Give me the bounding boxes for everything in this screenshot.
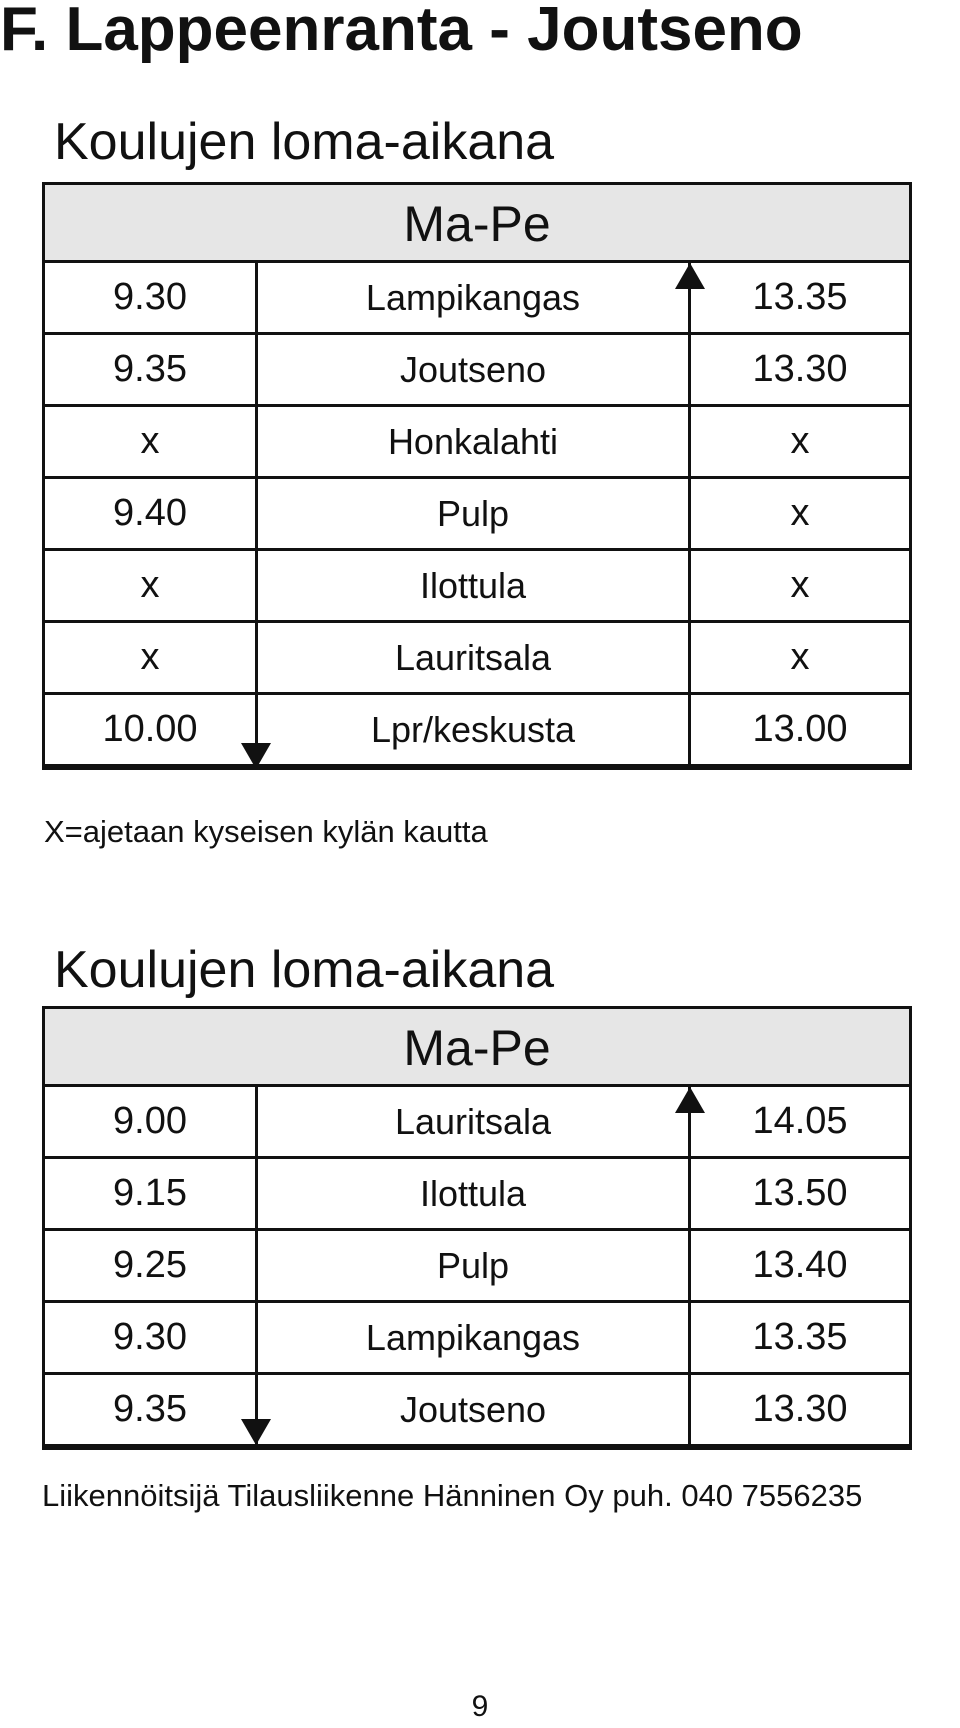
timetable-2-title: Koulujen loma-aikana: [54, 941, 555, 999]
departure-time: 9.35: [113, 348, 187, 390]
departure-time: 10.00: [102, 708, 198, 750]
stop-name: Joutseno: [255, 335, 691, 404]
stop-name: Ilottula: [255, 551, 691, 620]
stop-name: Lampikangas: [255, 263, 691, 332]
departure-time: x: [140, 420, 160, 462]
operator-footer: Liikennöitsijä Tilausliikenne Hänninen Oy puh. 040 7556235: [42, 1478, 863, 1513]
departure-time: 9.15: [113, 1172, 187, 1214]
return-time: x: [790, 636, 810, 678]
stop-name: Joutseno: [255, 1375, 691, 1444]
table-row: [45, 623, 909, 695]
return-time: 13.30: [752, 1388, 848, 1430]
table-row: [45, 695, 909, 767]
table-row: [45, 335, 909, 407]
stop-name: Lpr/keskusta: [255, 695, 691, 764]
table-row: [45, 263, 909, 335]
table-row: [45, 407, 909, 479]
return-time: x: [790, 420, 810, 462]
return-time: 13.00: [752, 708, 848, 750]
stop-name: Pulp: [255, 479, 691, 548]
departure-time: 9.00: [113, 1100, 187, 1142]
page-title: F. Lappeenranta - Joutseno: [0, 0, 803, 64]
return-time: 13.50: [752, 1172, 848, 1214]
return-time: x: [790, 492, 810, 534]
departure-time: x: [140, 636, 160, 678]
stop-name: Honkalahti: [255, 407, 691, 476]
timetable-note: X=ajetaan kyseisen kylän kautta: [44, 814, 488, 849]
page-number: 9: [471, 1690, 489, 1723]
stop-name: Ilottula: [255, 1159, 691, 1228]
table-row: [45, 1231, 909, 1303]
table-row: [45, 479, 909, 551]
timetable-2: [42, 1006, 912, 1450]
table-row: [45, 551, 909, 623]
stop-name: Lampikangas: [255, 1303, 691, 1372]
timetable-1: [42, 182, 912, 770]
departure-time: 9.40: [113, 492, 187, 534]
return-time: 13.30: [752, 348, 848, 390]
return-time: 13.40: [752, 1244, 848, 1286]
table-row: [45, 1375, 909, 1447]
return-time: 13.35: [752, 276, 848, 318]
timetable-2-days-header: Ma-Pe: [45, 1009, 909, 1087]
table-row: [45, 1159, 909, 1231]
timetable-1-days-header: Ma-Pe: [45, 185, 909, 263]
stop-name: Lauritsala: [255, 1087, 691, 1156]
departure-time: 9.35: [113, 1388, 187, 1430]
departure-time: 9.25: [113, 1244, 187, 1286]
departure-time: 9.30: [113, 1316, 187, 1358]
return-time: x: [790, 564, 810, 606]
table-row: [45, 1087, 909, 1159]
stop-name: Lauritsala: [255, 623, 691, 692]
return-time: 13.35: [752, 1316, 848, 1358]
departure-time: x: [140, 564, 160, 606]
stop-name: Pulp: [255, 1231, 691, 1300]
timetable-1-title: Koulujen loma-aikana: [54, 113, 555, 171]
departure-time: 9.30: [113, 276, 187, 318]
table-row: [45, 1303, 909, 1375]
return-time: 14.05: [752, 1100, 848, 1142]
